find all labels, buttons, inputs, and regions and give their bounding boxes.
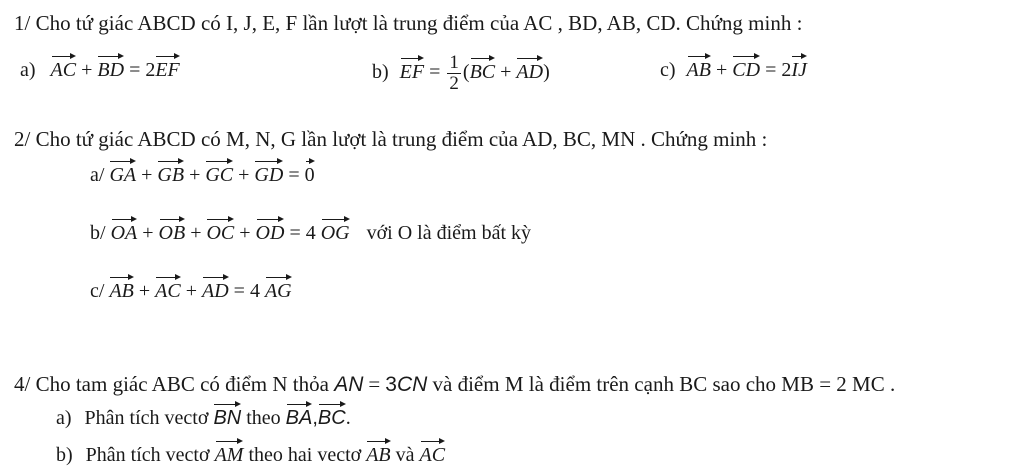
vector: AC [51, 53, 77, 83]
vector: IJ [791, 53, 807, 83]
statement-start: 4/ Cho tam giác ABC có điểm N thỏa [14, 372, 329, 396]
vector: CD [732, 53, 760, 83]
vector: BC [318, 401, 346, 431]
vector: BA [286, 401, 313, 431]
problem-2a: a/ GA + GB + GC + GD = 0 [90, 158, 315, 188]
vector: AG [265, 274, 292, 304]
condition-left: AN [334, 373, 364, 396]
coefficient: 2 [145, 59, 156, 81]
condition-right: CN [396, 373, 428, 396]
problem-2-statement: 2/ Cho tứ giác ABCD có M, N, G lần lượt là trung điểm của AD, BC, MN . Chứng minh : [14, 127, 768, 151]
fraction [447, 53, 461, 94]
problem-4a: a) Phân tích vectơ BN theo BA,BC. [56, 401, 351, 431]
problem-1-statement: 1/ Cho tứ giác ABCD có I, J, E, F lần lượt là trung điểm của AC , BD, AB, CD. Chứng minh : [14, 11, 803, 35]
item-label: c/ [90, 280, 105, 302]
vector: GD [254, 158, 283, 188]
vector: AB [109, 274, 133, 304]
problem-4b [56, 438, 445, 468]
vector: GA [109, 158, 136, 188]
condition-text: với O là điểm bất kỳ [366, 222, 532, 244]
vector: BD [97, 53, 124, 83]
zero-vector: 0 [305, 158, 315, 188]
coefficient: 4 [249, 280, 260, 302]
vector: AD [516, 55, 543, 85]
problem-1a: a) AC + BD = 2EF [20, 53, 180, 83]
vector: BN [213, 401, 241, 431]
item-text: theo hai vectơ [248, 444, 362, 466]
problem-1b: b) EF = $\frac{1}{2}$ (BC + AD) [372, 52, 550, 94]
problem-4-statement: 4/ Cho tam giác ABC có điểm N thỏa AN = 3CN và điểm M là điểm trên cạnh BC sao cho MB = 2 MC . [14, 372, 896, 396]
vector: EF [400, 55, 424, 85]
coefficient: 4 [305, 222, 316, 244]
item-label: a) [20, 59, 36, 81]
problem-2c: c/ AB + AC + AD = 4 AG [90, 274, 292, 304]
vector: OC [206, 216, 234, 246]
item-text: Phân tích vectơ [85, 444, 210, 466]
denominator: 2 [449, 73, 459, 94]
item-text: và [395, 444, 415, 466]
vector: AC [155, 274, 181, 304]
vector: AB [687, 53, 711, 83]
coefficient: 2 [781, 59, 792, 81]
item-text: Phân tích vectơ [84, 407, 209, 429]
condition-coefficient: 3 [385, 373, 397, 396]
item-label: b/ [90, 222, 106, 244]
problem-2b: b/ OA + OB + OC + OD = 4 OG với O là điểm bất kỳ [90, 216, 531, 246]
vector: AD [202, 274, 229, 304]
problem-1c: c) AB + CD = 2IJ [660, 53, 807, 83]
vector: EF [155, 53, 179, 83]
vector: AM [215, 438, 244, 468]
item-label: b) [56, 444, 73, 466]
numerator: 1 [449, 52, 459, 73]
item-label: b) [372, 61, 389, 84]
vector: AB [366, 438, 390, 468]
vector: GB [157, 158, 184, 188]
vector: GC [205, 158, 233, 188]
vector: OG [321, 216, 350, 246]
item-text: theo [246, 407, 281, 429]
vector: OD [256, 216, 285, 246]
vector: OA [111, 216, 138, 246]
vector: BC [470, 55, 496, 85]
vector: AC [420, 438, 446, 468]
vector: OB [159, 216, 186, 246]
item-label: a/ [90, 164, 105, 186]
item-label: c) [660, 59, 676, 81]
statement-end: và điểm M là điểm trên cạnh BC sao cho MB = 2 MC . [432, 372, 896, 396]
item-label: a) [56, 407, 72, 429]
